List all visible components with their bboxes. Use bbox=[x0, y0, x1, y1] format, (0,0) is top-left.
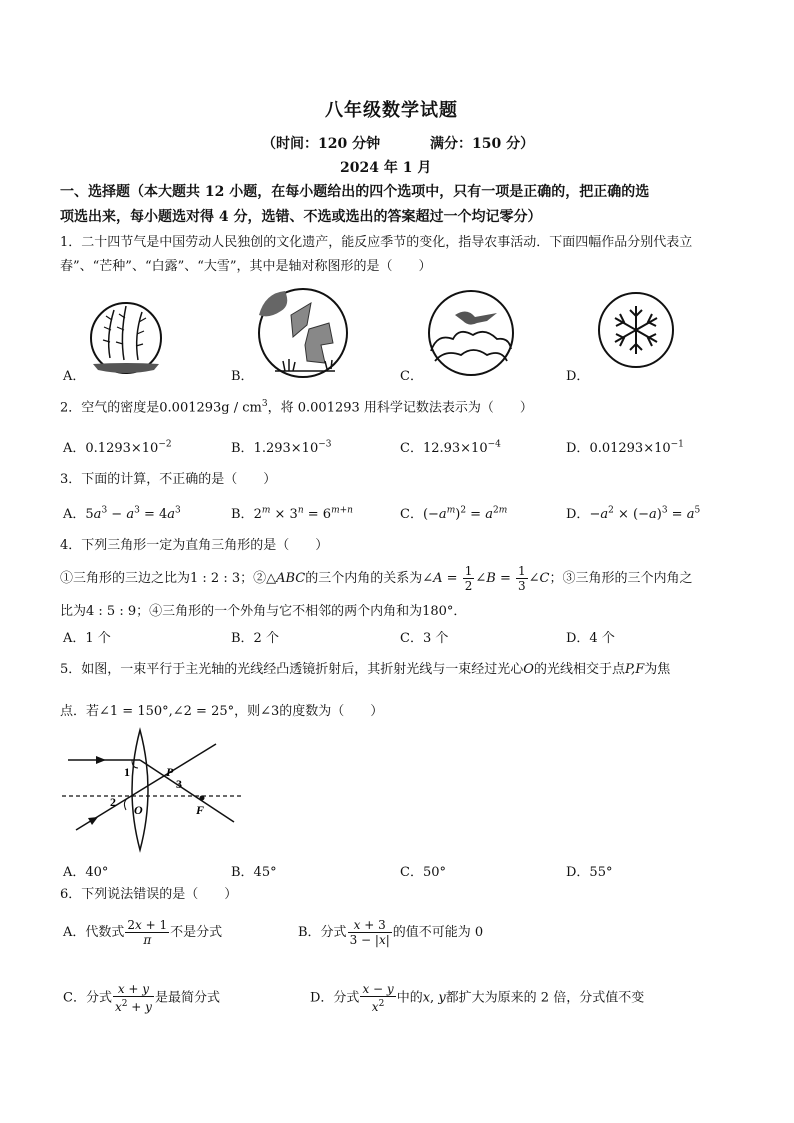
q3-option-a[interactable] bbox=[63, 503, 181, 522]
q1-figure-c-bailu bbox=[425, 287, 517, 379]
q4-cond-c: ；③三角形的三个内角之 bbox=[549, 571, 693, 586]
score-info: 满分：150 分） bbox=[430, 136, 535, 152]
q2-option-d[interactable] bbox=[566, 437, 684, 456]
q4-cond-a: ①三角形的三边之比为1 : 2 : 3；②△ bbox=[60, 571, 277, 586]
q2-option-a[interactable] bbox=[63, 437, 172, 456]
q2-option-c-exp: −4 bbox=[487, 439, 501, 450]
q5-stem-line1 bbox=[60, 660, 670, 680]
q5-lens-diagram bbox=[62, 726, 242, 854]
q4-option-d[interactable]: D．4 个 bbox=[566, 631, 615, 646]
q3-option-d-label: D． bbox=[566, 507, 590, 522]
q2-option-b[interactable] bbox=[231, 437, 332, 456]
q6-option-d-text3: 都扩大为原来的 2 倍，分式值不变 bbox=[445, 990, 645, 1006]
q1-option-b[interactable]: B． bbox=[231, 369, 254, 384]
exam-date: 2024 年 1 月 bbox=[340, 160, 432, 176]
q6-option-c[interactable] bbox=[63, 982, 220, 1014]
q6-option-c-frac: $\frac{x + y}{x^2 + y}$ bbox=[114, 982, 152, 1014]
q6-option-a-frac: $\frac{2x + 1}{\pi}$ bbox=[127, 918, 168, 947]
q3-option-d-expr: $-a^2 \times (-a)^3 = a^5$ bbox=[589, 505, 701, 522]
q3-option-b-expr: $2^m \times 3^n = 6^{m+n}$ bbox=[253, 505, 353, 522]
q6-option-b[interactable] bbox=[298, 918, 483, 947]
q2-option-d-mant: 0.01293×10 bbox=[589, 441, 671, 456]
q5-line1-a: 5．如图，一束平行于主光轴的光线经凸透镜折射后，其折射光线与一束经过光心 bbox=[60, 662, 524, 677]
q3-option-c[interactable] bbox=[400, 503, 507, 522]
q5-line1-b: 的光线相交于点 bbox=[533, 662, 625, 677]
q2-option-c[interactable] bbox=[400, 437, 501, 456]
q4-frac-half: $\frac{1}{2}$ bbox=[464, 564, 473, 593]
q5-stem-line2: 点．若∠1 = 150°,∠2 = 25°，则∠3的度数为（ ） bbox=[60, 704, 384, 719]
q5-label-f: F bbox=[196, 803, 205, 817]
q2-option-a-mant: 0.1293×10 bbox=[85, 441, 159, 456]
q4-stem: 4．下列三角形一定为直角三角形的是（ ） bbox=[60, 538, 329, 553]
q3-option-a-label: A． bbox=[63, 507, 86, 522]
q2-option-b-label: B． bbox=[231, 441, 254, 456]
q5-label-o: O bbox=[134, 803, 143, 817]
q4-frac-third: $\frac{1}{3}$ bbox=[518, 564, 526, 593]
time-info: （时间：120 分钟 bbox=[262, 136, 381, 152]
q6-option-d-text1: D．分式 bbox=[310, 990, 360, 1006]
q3-option-c-label: C． bbox=[400, 507, 423, 522]
q6-option-a[interactable] bbox=[63, 918, 222, 947]
q1-option-d[interactable]: D． bbox=[566, 369, 590, 384]
q4-cond-abc: ABC bbox=[276, 571, 306, 586]
q2-option-a-exp: −2 bbox=[158, 439, 172, 450]
q1-figure-a-lichun bbox=[88, 300, 164, 376]
q2-option-c-label: C． bbox=[400, 441, 423, 456]
q4-option-b[interactable]: B．2 个 bbox=[231, 631, 279, 646]
q5-label-3: 3 bbox=[176, 777, 182, 791]
q6-option-d[interactable]: D．分式 $\frac{x - y}{x^2}$ 中的x, y都扩大为原来的 2 倍，分式值不变 bbox=[310, 982, 645, 1014]
q3-option-a-expr: $5a^3 - a^3 = 4a^3$ bbox=[85, 505, 181, 522]
q6-stem: 6．下列说法错误的是（ ） bbox=[60, 887, 238, 902]
page-title: 八年级数学试题 bbox=[325, 100, 458, 121]
q3-option-b[interactable] bbox=[231, 503, 353, 522]
q5-label-1: 1 bbox=[124, 765, 130, 779]
q5-line1-c: 为焦 bbox=[644, 662, 671, 677]
q6-option-a-text1: A．代数式 bbox=[63, 925, 125, 940]
q2-option-a-label: A． bbox=[63, 441, 86, 456]
q1-option-a[interactable]: A． bbox=[63, 369, 86, 384]
q4-option-a[interactable]: A．1 个 bbox=[63, 631, 111, 646]
q3-stem: 3．下面的计算，不正确的是（ ） bbox=[60, 472, 277, 487]
q3-option-c-expr: $(-a^m)^2 = a^{2m}$ bbox=[422, 505, 508, 522]
q2-stem-value: 0.001293g / cm bbox=[159, 400, 262, 416]
section-heading-line1: 一、选择题（本大题共 12 小题，在每小题给出的四个选项中，只有一项是正确的，把正确的选 bbox=[60, 184, 650, 200]
q5-option-c[interactable]: C．50° bbox=[400, 865, 446, 880]
q4-conditions: ①三角形的三边之比为1 : 2 : 3；②△ABC的三个内角的关系为∠A = $\frac{1}{2}$ ∠B = $\frac{1}{3}$ ∠C；③三角形的三个内角之 bbox=[60, 564, 693, 593]
q4-option-c[interactable]: C．3 个 bbox=[400, 631, 449, 646]
q6-option-d-text2: 中的 bbox=[396, 990, 423, 1006]
q3-option-d[interactable] bbox=[566, 503, 700, 522]
q2-stem bbox=[60, 394, 533, 418]
q1-figure-b-mangzhong bbox=[255, 285, 351, 381]
q6-option-a-text2: 不是分式 bbox=[170, 925, 223, 940]
q2-stem-a: 2．空气的密度是 bbox=[60, 400, 160, 416]
q1-figure-d-daxue bbox=[596, 290, 676, 370]
q1-stem-line2: 春”、“芒种”、“白露”、“大雪”，其中是轴对称图形的是（ ） bbox=[60, 259, 432, 274]
q6-option-b-text1: B．分式 bbox=[298, 925, 347, 940]
q5-line1-o: O bbox=[523, 662, 534, 677]
q5-option-d[interactable]: D．55° bbox=[566, 865, 613, 880]
q5-option-a[interactable]: A．40° bbox=[63, 865, 109, 880]
q5-option-b[interactable]: B．45° bbox=[231, 865, 277, 880]
q6-option-c-text2: 是最简分式 bbox=[154, 990, 220, 1006]
q5-line1-pf: P,F bbox=[624, 662, 645, 677]
q2-option-d-label: D． bbox=[566, 441, 590, 456]
q4-cond-b: 的三个内角的关系为∠ bbox=[305, 571, 434, 586]
q2-stem-b: ，将 0.001293 用科学记数法表示为（ ） bbox=[267, 400, 533, 416]
section-heading-line2: 项选出来，每小题选对得 4 分，选错、不选或选出的答案超过一个均记零分） bbox=[60, 209, 542, 225]
q2-option-b-exp: −3 bbox=[318, 439, 332, 450]
q4-line3: 比为4 : 5 : 9；④三角形的一个外角与它不相邻的两个内角和为180°． bbox=[60, 604, 467, 619]
q2-option-d-exp: −1 bbox=[670, 439, 684, 450]
q6-option-d-frac: $\frac{x - y}{x^2}$ bbox=[362, 982, 394, 1014]
q2-option-b-mant: 1.293×10 bbox=[253, 441, 319, 456]
q5-label-2: 2 bbox=[110, 795, 116, 809]
q2-stem-exp: 3 bbox=[261, 399, 268, 409]
q6-option-c-text1: C．分式 bbox=[63, 990, 112, 1006]
q3-option-b-label: B． bbox=[231, 507, 254, 522]
q6-option-b-text2: 的值不可能为 0 bbox=[392, 925, 484, 940]
q6-option-b-frac: $\frac{x + 3}{3 - |x|}$ bbox=[349, 918, 390, 947]
q5-label-p: P bbox=[166, 765, 174, 779]
q1-option-c[interactable]: C． bbox=[400, 369, 423, 384]
q1-stem-line1: 1．二十四节气是中国劳动人民独创的文化遗产，能反应季节的变化，指导农事活动．下面四幅作品分别代表立 bbox=[60, 235, 693, 250]
q2-option-c-mant: 12.93×10 bbox=[422, 441, 488, 456]
